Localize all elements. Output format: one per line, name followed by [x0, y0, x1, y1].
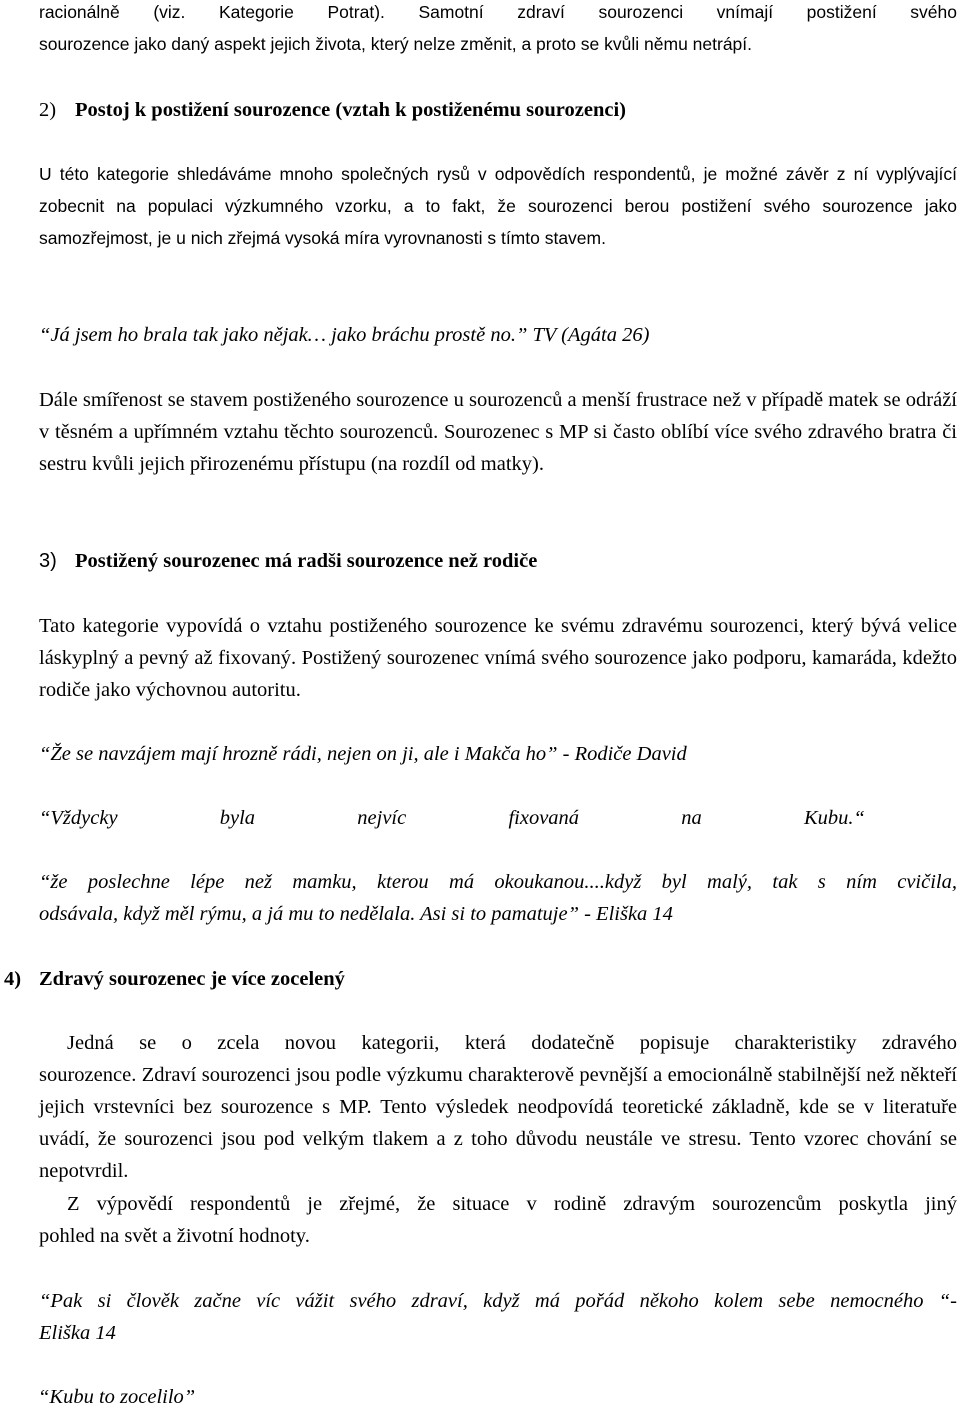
section-2-heading [39, 94, 957, 126]
section-4-paragraph-2-rest: pohled na svět a životní hodnoty. [39, 1225, 310, 1247]
quote-word: fixovaná [508, 807, 580, 829]
quote-word: “Vždycky [39, 807, 118, 829]
section-4-paragraph-1-rest: sourozence. Zdraví sourozenci jsou podle výzkumu charakterově pevnější a emocionálně stabilnější než někteří jejich vrstevníci bez sourozence s MP. Tento výsledek neodpovídá teoretické základně, kde se v literatuře uvádí, že sourozenci jsou pod velkým tlakem a z toho důvodu neustále ve stresu. Tento vzorec chování se nepotvrdil. [39, 1064, 957, 1182]
section-4-paragraph-2 [39, 1188, 957, 1252]
quote-3-line-2: odsávala, když měl rýmu, a já mu to nedělala. Asi si to pamatuje” - Eliška 14 [39, 903, 673, 925]
quote-word: byla [219, 807, 256, 829]
section-4-heading [4, 963, 954, 997]
section-3-quote-2 [39, 802, 865, 834]
section-4-title: Zdravý sourozenec je více zocelený [39, 968, 345, 990]
section-4-paragraph-2-first-line: Z výpovědí respondentů je zřejmé, že situace v rodině zdravým sourozencům poskytla jiný [67, 1193, 957, 1215]
section-4-quote-1-line-1: “Pak si člověk začne víc vážit svého zdraví, když má pořád někoho kolem sebe nemocného “- [39, 1290, 957, 1312]
section-3-number: 3) [39, 550, 57, 572]
section-2-quote: “Já jsem ho brala tak jako nějak… jako bráchu prostě no.” TV (Agáta 26) [39, 324, 650, 346]
intro-line-2: sourozence jako daný aspekt jejich života, který nelze změnit, a proto se kvůli němu netrápí. [39, 34, 753, 54]
section-4-quote-1 [39, 1285, 957, 1349]
quote-word: nejvíc [357, 807, 407, 829]
intro-text [39, 0, 957, 60]
section-2-paragraph: U této kategorie shledáváme mnoho společných rysů v odpovědích respondentů, je možné závěr z ní vyplývající zobecnit na populaci výzkumného vzorku, a to fakt, že sourozenci berou postižení svého sourozence jako samozřejmost, je u nich zřejmá vysoká míra vyrovnanosti s tímto stavem. [39, 164, 957, 248]
section-3-quote-3 [39, 866, 957, 930]
section-4-paragraph-1 [39, 1027, 957, 1187]
section-3-quote-1: “Že se navzájem mají hrozně rádi, nejen on ji, ale i Makča ho” - Rodiče David [39, 743, 687, 765]
section-2-paragraph-2: Dále smířenost se stavem postiženého sourozence u sourozenců a menší frustrace než v případě matek se odráží v těsném a upřímném vztahu těchto sourozenců. Sourozenec s MP si často oblíbí více svého zdravého bratra či sestru kvůli jejich přirozenému přístupu (na rozdíl od matky). [39, 389, 957, 475]
quote-word: Kubu.“ [803, 807, 865, 829]
intro-line-1: racionálně (viz. Kategorie Potrat). Samotní zdraví sourozenci vnímají postižení svého [39, 2, 957, 22]
section-3-title: Postižený sourozenec má radši sourozence než rodiče [75, 550, 538, 572]
section-4-quote-2: “Kubu to zocelilo” [38, 1386, 196, 1408]
section-4-number: 4) [4, 968, 22, 990]
section-3-paragraph: Tato kategorie vypovídá o vztahu postiženého sourozence ke svému zdravému sourozenci, který bývá velice láskyplný a pevný až fixovaný. Postižený sourozenec vnímá svého sourozence jako podporu, kamaráda, kdežto rodiče jako výchovnou autoritu. [39, 615, 957, 701]
section-2-title: Postoj k postižení sourozence (vztah k postiženému sourozenci) [75, 99, 626, 121]
section-4-quote-1-line-2: Eliška 14 [39, 1322, 116, 1344]
section-3-heading [39, 545, 957, 579]
quote-3-line-1: “že poslechne lépe než mamku, kterou má okoukanou....když byl malý, tak s ním cvičila, [39, 871, 957, 893]
quote-word: na [681, 807, 702, 829]
section-4-paragraph-1-first-line: Jedná se o zcela novou kategorii, která dodatečně popisuje charakteristiky zdravého [67, 1032, 957, 1054]
section-2-number: 2) [39, 99, 57, 121]
